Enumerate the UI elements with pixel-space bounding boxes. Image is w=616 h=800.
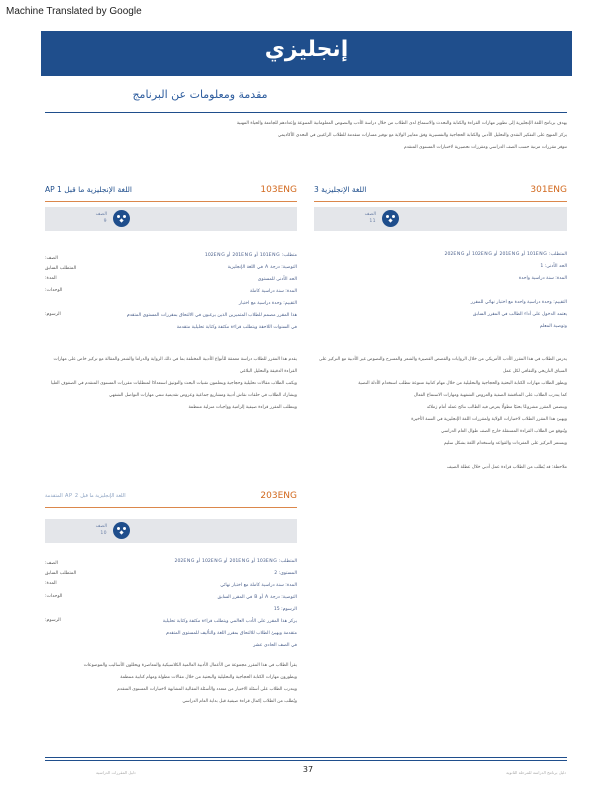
- course-name: اللغة الإنجليزية ما قبل AP 1: [45, 185, 132, 194]
- course-description-301eng: يدرس الطلاب في هذا المقرر الأدب الأمريكي من خلال الروايات والقصص القصيرة والشعر والمسرح والنصوص غير الأدبية مع التركيز على السياق التاريخي والثقافي لكل عمل ويطور الطلاب مهارات الكتابة البحثية والحجاجية والتحليلية من خلال مهام كتابية متنوعة تتطلب استخدام الأدلة النصية كما يتدرب الطلاب على المناقشة الصفية والعروض الشفهية ومهارات الاستماع الفعال ويتضمن المقرر مشروعًا بحثيًا مطولًا يعرض فيه الطالب نتائج عمله أمام زملائه ويهيئ هذا المقرر الطلاب لاختبارات الولاية ولمقررات اللغة الإنجليزية في السنة الأخيرة ويُتوقع من الطلاب القراءة المستقلة خارج الصف طوال العام الدراسي ويستمر التركيز على المفردات والقواعد واستخدام اللغة بشكل سليم: [318, 357, 567, 446]
- course-detail-line: يركز هذا المقرر على الأدب العالمي ويتطلب قراءة مكثفة وكتابة تحليلية: [162, 619, 297, 624]
- footer-left-text: دليل المقررات الدراسية: [96, 770, 136, 775]
- grade-tag: الصف 11: [364, 212, 376, 224]
- label-prerequisite: المتطلب السابق: [45, 266, 77, 271]
- course-detail-line: المدة: سنة دراسية واحدة: [518, 276, 567, 281]
- section-divider: [45, 112, 567, 113]
- course-detail-line: المتطلب: 101ENG أو 201ENG أو 102ENG أو 202ENG: [444, 252, 567, 257]
- course-divider: [45, 201, 297, 202]
- section-title: مقدمة ومعلومات عن البرنامج: [132, 88, 268, 101]
- course-detail-line: متقدمة ويهيئ الطلاب للالتحاق بمقرر اللغة والتأليف للمستوى المتقدم: [166, 631, 297, 636]
- course-header: [314, 182, 567, 202]
- course-detail-line: الحد الأدنى للمستوى: [257, 277, 297, 282]
- course-detail-line: المدة: سنة دراسية كاملة: [249, 289, 297, 294]
- intro-line: يركز المنهج على التفكير النقدي والتحليل الأدبي والكتابة الحجاجية والتفسيرية وفق معايير الولاية مع توفير مسارات متقدمة للطلاب الراغبين في التحدي الأكاديمي: [277, 133, 567, 138]
- page-title: إنجليزي: [264, 37, 349, 62]
- course-details: [105, 250, 297, 334]
- label-grade: الصف:: [45, 561, 58, 566]
- label-duration: المدة:: [45, 276, 57, 281]
- course-detail-line: وتوصية المعلم: [539, 324, 567, 329]
- course-detail-line: المدة: سنة دراسية كاملة مع اختبار نهائي: [220, 583, 297, 588]
- course-detail-line: في السنوات اللاحقة ويتطلب قراءة مكثفة وكتابة تحليلية متقدمة: [176, 325, 297, 330]
- owl-icon: [113, 522, 130, 539]
- machine-translated-label: Machine Translated by Google: [6, 6, 142, 17]
- course-info-bar: [45, 207, 297, 231]
- intro-line: يهدف برنامج اللغة الإنجليزية إلى تطوير مهارات القراءة والكتابة والتحدث والاستماع لدى الطلاب من خلال دراسة الأدب والنصوص المعلوماتية المتنوعة وإعدادهم للجامعة والحياة المهنية: [236, 121, 567, 126]
- course-description-203eng: يقرأ الطلاب في هذا المقرر مجموعة من الأعمال الأدبية العالمية الكلاسيكية والمعاصرة ويحللون الأساليب والموضوعات ويطورون مهارات الكتابة الحجاجية والتحليلية والبحثية من خلال مقالات مطولة ومهام كتابية منتظمة ويتدرب الطلاب على أسئلة الاختيار من متعدد والأسئلة المقالية المشابهة لاختبارات المستوى المتقدم ويُطلب من الطلاب إكمال قراءة صيفية قبل بداية العام الدراسي: [83, 663, 297, 704]
- intro-paragraph: [45, 118, 567, 154]
- course-divider: [314, 201, 567, 202]
- owl-icon: [113, 210, 130, 227]
- course-divider: [45, 507, 297, 508]
- course-card-203eng: [45, 488, 297, 658]
- course-code: 103ENG: [260, 185, 297, 195]
- course-name: اللغة الإنجليزية 3: [314, 185, 367, 194]
- footer-divider: [45, 757, 567, 758]
- owl-icon: [382, 210, 399, 227]
- course-detail-line: التقييم: وحدة دراسية واحدة مع اختبار نهائي للمقرر: [470, 300, 567, 305]
- label-duration: المدة:: [45, 581, 57, 586]
- course-detail-line: التوصية: درجة A أو B في المقرر السابق: [217, 595, 297, 600]
- header-banner: [41, 31, 572, 76]
- course-card-301eng: [314, 182, 567, 352]
- course-detail-line: المستوى: 2: [274, 571, 297, 576]
- course-detail-line: الحد الأدنى: 1: [540, 264, 567, 269]
- course-detail-line: في الصف الحادي عشر: [253, 643, 297, 648]
- course-detail-line: متطلب: 101ENG أو 201ENG أو 102ENG: [204, 253, 297, 258]
- course-detail-line: التقييم: وحدة دراسية مع اختبار: [238, 301, 297, 306]
- label-grade: الصف:: [45, 256, 58, 261]
- course-code: 203ENG: [260, 491, 297, 501]
- intro-line: تتوفر مقررات مرتبة حسب الصف الدراسي ومقررات تحضيرية لاختبارات المستوى المتقدم: [404, 145, 567, 150]
- page-number: 37: [302, 765, 314, 774]
- footer-right-text: دليل برنامج الدراسة للمرحلة الثانوية: [506, 770, 566, 775]
- label-fees: الرسوم:: [45, 312, 61, 317]
- label-prerequisite: المتطلب السابق: [45, 571, 77, 576]
- course-details: [314, 249, 567, 333]
- course-info-bar: [45, 519, 297, 543]
- label-credits: الوحدات:: [45, 594, 63, 599]
- course-details: [105, 556, 297, 652]
- course-detail-line: هذا المقرر مصمم للطلاب المتميزين الذين يرغبون في الالتحاق بمقررات المستوى المتقدم: [126, 313, 297, 318]
- grade-tag: الصف 10: [95, 524, 107, 536]
- grade-tag: الصف 9: [95, 212, 107, 224]
- course-detail-line: يعتمد الدخول على أداء الطالب في المقرر السابق: [472, 312, 567, 317]
- course-name: اللغة الإنجليزية ما قبل AP 2 المتقدمة: [45, 493, 126, 499]
- course-detail-line: التوصية: درجة A في اللغة الإنجليزية: [227, 265, 297, 270]
- course-info-bar: [314, 207, 567, 231]
- course-header: [45, 182, 297, 202]
- label-credits: الوحدات:: [45, 288, 63, 293]
- course-header: [45, 488, 297, 508]
- label-fees: الرسوم:: [45, 618, 61, 623]
- course-code: 301ENG: [530, 185, 567, 195]
- course-detail-line: المتطلب: 103ENG أو 201ENG أو 102ENG أو 202ENG: [174, 559, 297, 564]
- course-detail-line: الرسوم: 15: [273, 607, 297, 612]
- course-note-301eng: ملاحظة: قد يُطلب من الطلاب قراءة عمل أدبي خلال عطلة الصيف: [446, 465, 567, 470]
- course-description-103eng: يقدم هذا المقرر للطلاب دراسة معمقة للأنواع الأدبية المختلفة بما في ذلك الرواية والدراما والشعر والمقالة مع تركيز خاص على مهارات القراءة الدقيقة والتحليل البلاغي ويكتب الطلاب مقالات تحليلية وحجاجية ويتعلمون تقنيات البحث والتوثيق استعدادًا لمتطلبات مقررات المستوى المتقدم في الصفوف العليا ويشارك الطلاب في حلقات نقاش أدبية ومشاريع جماعية وعروض تقديمية تنمي مهارات التواصل الشفهي ويتطلب المقرر قراءة صيفية إلزامية وواجبات منزلية منتظمة: [50, 357, 297, 410]
- footer-divider: [45, 760, 567, 761]
- course-card-103eng: [45, 182, 297, 352]
